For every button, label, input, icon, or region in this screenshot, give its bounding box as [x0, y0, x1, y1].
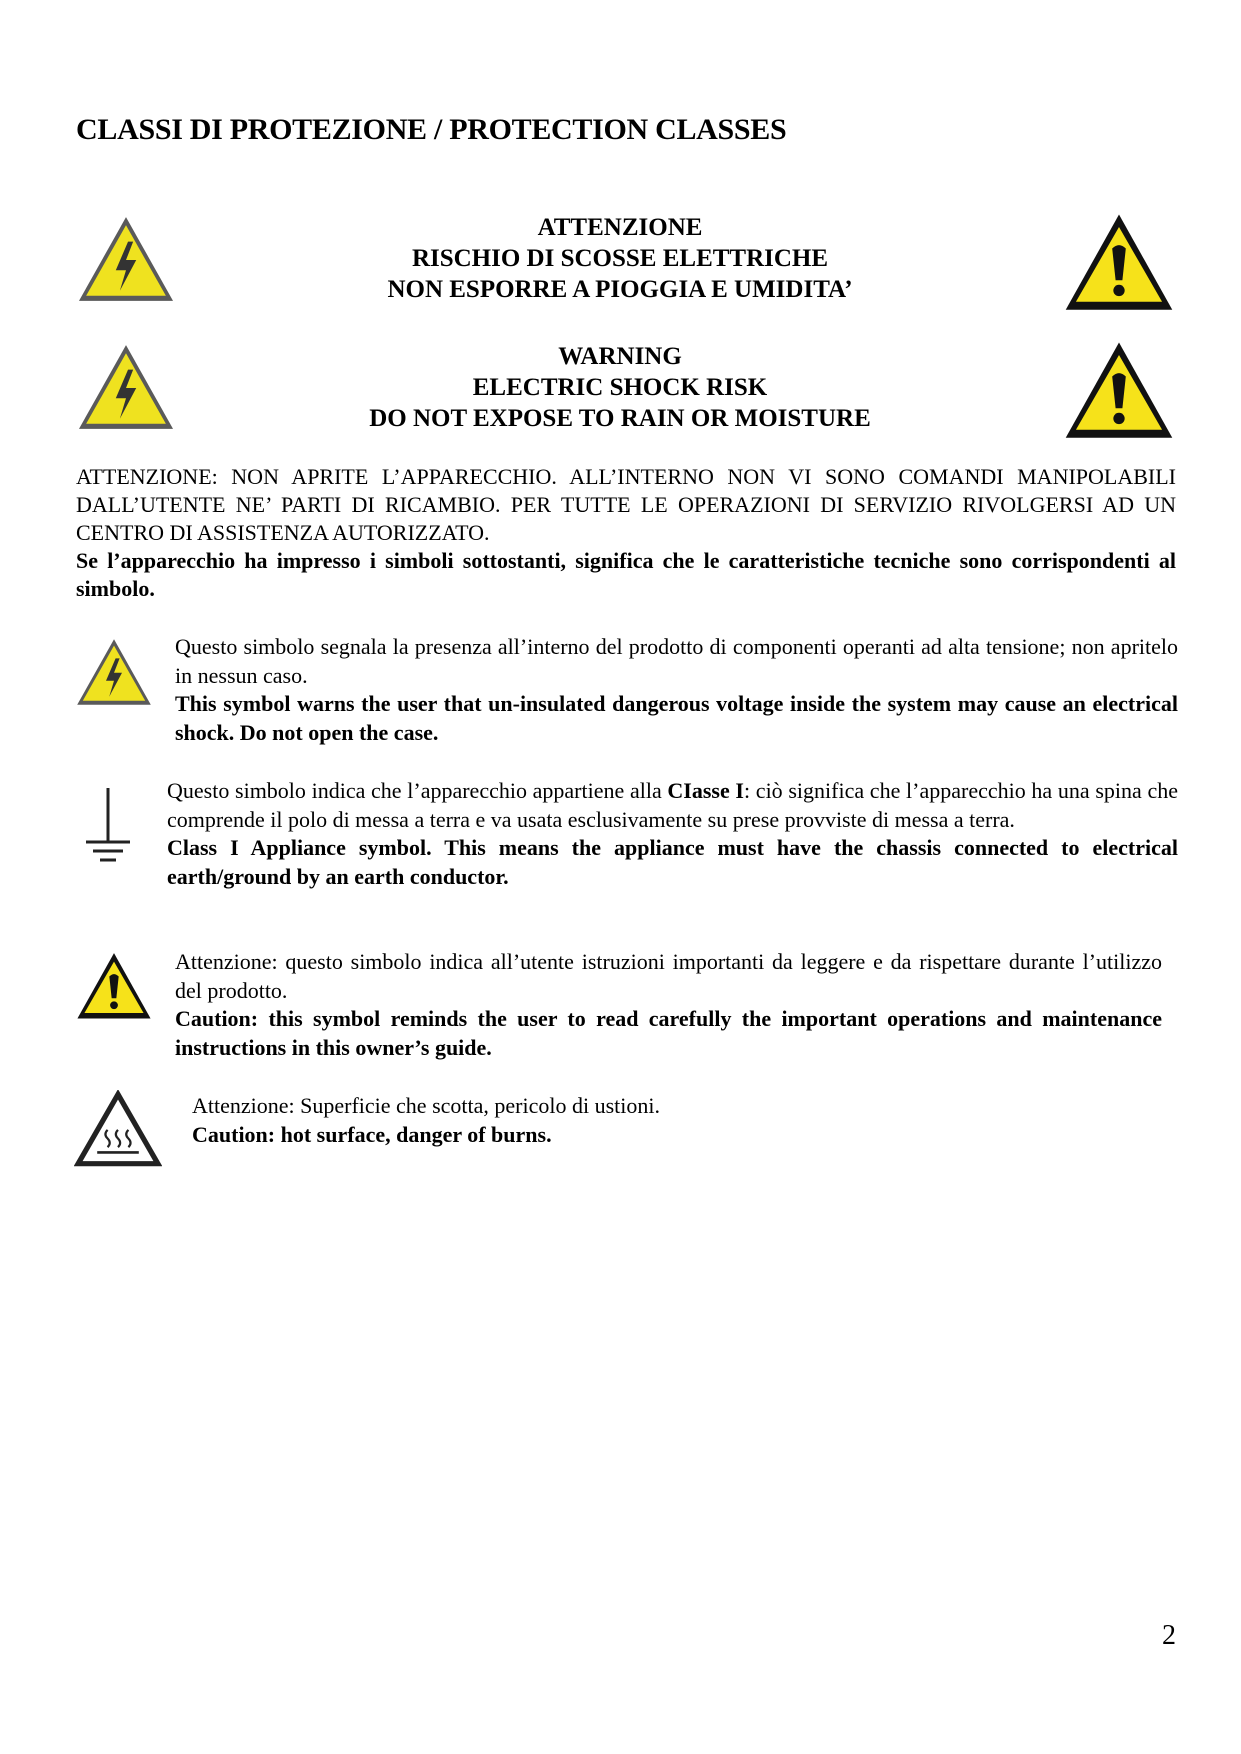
warning-line: ELECTRIC SHOCK RISK [472, 374, 768, 401]
high-voltage-icon [74, 636, 154, 708]
symbol-text-it-after: : ciò significa che l’apparecchio ha una spina che comprende il polo di messa a terra e va usata esclusivamente su prese provviste di messa a terra. [167, 778, 1178, 832]
symbol-text-it-before: Questo simbolo indica che l’apparecchio appartiene alla [167, 778, 668, 803]
symbol-text-en: Caution: this symbol reminds the user to read carefully the important operations and maintenance instructions in this owner’s guide. [175, 1006, 1162, 1060]
symbol-description-caution [175, 948, 1162, 1062]
symbol-description-class-i [167, 777, 1178, 891]
symbol-text-en: Class I Appliance symbol. This means the appliance must have the chassis connected to electrical earth/ground by an earth conductor. [167, 835, 1178, 889]
symbol-text-it: Questo simbolo segnala la presenza all’interno del prodotto di componenti operanti ad alta tensione; non apritelo in nessun caso. [175, 634, 1178, 688]
warning-english [300, 341, 940, 434]
symbol-text-en: Caution: hot surface, danger of burns. [192, 1121, 552, 1147]
caution-exclamation-icon [1060, 210, 1178, 312]
high-voltage-icon [74, 213, 178, 305]
symbol-text-it: Attenzione: Superficie che scotta, pericolo di ustioni. [192, 1093, 660, 1118]
symbol-description-hot-surface [192, 1092, 1092, 1149]
hot-surface-icon [74, 1090, 162, 1168]
warning-line: WARNING [558, 343, 682, 370]
service-notice [76, 463, 1176, 603]
symbol-text-en: This symbol warns the user that un-insulated dangerous voltage inside the system may cause an electrical shock. Do not open the case. [175, 691, 1178, 745]
notice-text: ATTENZIONE: NON APRITE L’APPARECCHIO. ALL’INTERNO NON VI SONO COMANDI MANIPOLABILI DALL’UTENTE NE’ PARTI DI RICAMBIO. PER TUTTE LE OPERAZIONI DI SERVIZIO RIVOLGERSI AD UN CENTRO DI ASSISTENZA AUTORIZZATO. [76, 464, 1176, 545]
earth-ground-icon [80, 786, 136, 866]
page-number: 2 [1162, 1620, 1176, 1651]
symbol-description-high-voltage [175, 633, 1178, 747]
caution-exclamation-icon [1060, 338, 1178, 440]
page-title: CLASSI DI PROTEZIONE / PROTECTION CLASSES [76, 113, 787, 146]
warning-line: NON ESPORRE A PIOGGIA E UMIDITA’ [387, 276, 853, 303]
warning-line: ATTENZIONE [537, 214, 703, 241]
caution-exclamation-icon [74, 950, 154, 1020]
symbol-text-it [167, 777, 1178, 834]
high-voltage-icon [74, 341, 178, 433]
class-i-label: CIasse I [667, 778, 744, 803]
warning-italian [300, 212, 940, 305]
notice-symbols-text: Se l’apparecchio ha impresso i simboli sottostanti, significa che le caratteristiche tecniche sono corrispondenti al simbolo. [76, 548, 1176, 601]
warning-line: RISCHIO DI SCOSSE ELETTRICHE [411, 245, 829, 272]
warning-line: DO NOT EXPOSE TO RAIN OR MOISTURE [369, 405, 871, 432]
symbol-text-it: Attenzione: questo simbolo indica all’utente istruzioni importanti da leggere e da rispettare durante l’utilizzo del prodotto. [175, 949, 1162, 1003]
